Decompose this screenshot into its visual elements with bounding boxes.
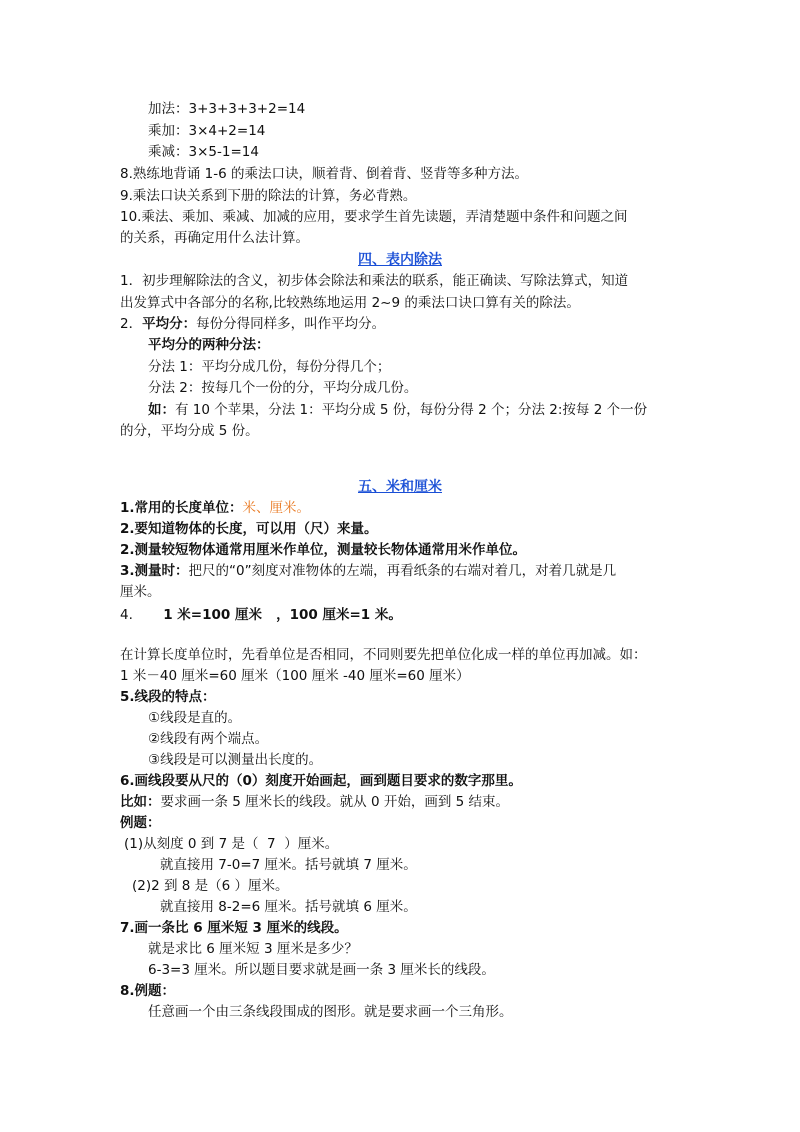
s5-item-8-title: 8.例题： (120, 983, 176, 999)
section-5-heading: 五、米和厘米 (358, 479, 442, 495)
s5-item-6: 6.画线段要从尺的（0）刻度开始画起，画到题目要求的数字那里。 (120, 773, 522, 789)
s5-item-1-label: 1.常用的长度单位： (120, 500, 243, 516)
s5-item-5-title: 5.线段的特点： (120, 689, 216, 705)
s4-item-2-definition: 每份分得同样多，叫作平均分。 (196, 316, 386, 332)
item-9-division-note: 9.乘法口诀关系到下册的除法的计算，务必背熟。 (120, 188, 417, 204)
s5-answer-1: 就直接用 7-0=7 厘米。括号就填 7 厘米。 (160, 857, 417, 873)
s5-item-5-point-1: ①线段是直的。 (148, 710, 242, 726)
section-4-heading: 四、表内除法 (358, 252, 442, 268)
s4-item-2-number: 2． (120, 316, 143, 332)
s5-item-6-example-text: 要求画一条 5 厘米长的线段。就从 0 开始，画到 5 结束。 (160, 794, 510, 810)
s5-item-8-text: 任意画一个由三条线段围成的图形。就是要求画一个三角形。 (148, 1004, 513, 1020)
s5-calc-line-2: 1 米－40 厘米=60 厘米（100 厘米 -40 厘米=60 厘米） (120, 668, 470, 684)
s5-question-2: (2)2 到 8 是（6 ）厘米。 (132, 878, 289, 894)
item-8-recite: 8.熟练地背诵 1-6 的乘法口诀，顺着背、倒着背、竖背等多种方法。 (120, 166, 529, 182)
item-10-line-1: 10.乘法、乘加、乘减、加减的应用，要求学生首先读题，弄清楚题中条件和问题之间 (120, 209, 628, 225)
s4-item-1-line-1: 1．初步理解除法的含义，初步体会除法和乘法的联系，能正确读、写除法算式，知道 (120, 273, 629, 289)
s5-calc-line-1: 在计算长度单位时，先看单位是否相同，不同则要先把单位化成一样的单位再加减。如： (120, 647, 647, 663)
s4-method-2: 分法 2：按每几个一份的分，平均分成几份。 (148, 380, 418, 396)
s5-item-4 (120, 605, 402, 625)
mul-sub-example: 乘减：3×5-1=14 (148, 144, 259, 160)
s5-item-6-example-label: 比如： (120, 794, 161, 810)
s5-examples-title: 例题： (120, 815, 161, 831)
s5-item-3-line-1 (120, 561, 616, 581)
s5-item-4-number: 4. (120, 607, 133, 623)
s4-methods-title: 平均分的两种分法： (148, 337, 270, 353)
s5-item-7-title: 7.画一条比 6 厘米短 3 厘米的线段。 (120, 920, 348, 936)
s4-example-label: 如： (148, 402, 175, 418)
addition-example: 加法：3+3+3+3+2=14 (148, 101, 306, 117)
s5-item-4-text: 1 米=100 厘米 ，100 厘米=1 米。 (163, 607, 402, 623)
s5-answer-2: 就直接用 8-2=6 厘米。括号就填 6 厘米。 (160, 899, 417, 915)
s4-example-text: 有 10 个苹果，分法 1：平均分成 5 份，每份分得 2 个；分法 2:按每 2 个一份 (175, 402, 648, 418)
s4-method-1: 分法 1：平均分成几份，每份分得几个； (148, 359, 391, 375)
item-10-line-2: 的关系，再确定用什么法计算。 (120, 230, 309, 246)
s4-item-1-line-2: 出发算式中各部分的名称,比较熟练地运用 2~9 的乘法口诀口算有关的除法。 (120, 295, 580, 311)
s5-item-1 (120, 498, 310, 518)
s5-item-7-answer: 6-3=3 厘米。所以题目要求就是画一条 3 厘米长的线段。 (148, 962, 495, 978)
mul-add-example: 乘加：3×4+2=14 (148, 123, 266, 139)
s5-item-3-text: 把尺的“0”刻度对准物体的左端，再看纸条的右端对着几，对着几就是几 (188, 563, 617, 579)
s5-question-1: (1)从刻度 0 到 7 是（ 7 ）厘米。 (124, 836, 339, 852)
s4-example-line-1 (148, 400, 647, 420)
s5-item-7-question: 就是求比 6 厘米短 3 厘米是多少？ (148, 941, 358, 957)
s5-item-3-label: 3.测量时： (120, 563, 189, 579)
s4-example-line-2: 的分，平均分成 5 份。 (120, 423, 259, 439)
s5-item-2a: 2.要知道物体的长度，可以用（尺）来量。 (120, 521, 378, 537)
s4-item-2 (120, 314, 385, 334)
s4-item-2-term: 平均分： (142, 316, 197, 332)
s5-item-6-example (120, 792, 509, 812)
s5-item-1-value: 米、厘米。 (242, 500, 311, 516)
s5-item-3-line-2: 厘米。 (120, 584, 161, 600)
s5-item-5-point-2: ②线段有两个端点。 (148, 731, 269, 747)
s5-item-5-point-3: ③线段是可以测量出长度的。 (148, 752, 323, 768)
s5-item-2b: 2.测量较短物体通常用厘米作单位，测量较长物体通常用米作单位。 (120, 542, 527, 558)
